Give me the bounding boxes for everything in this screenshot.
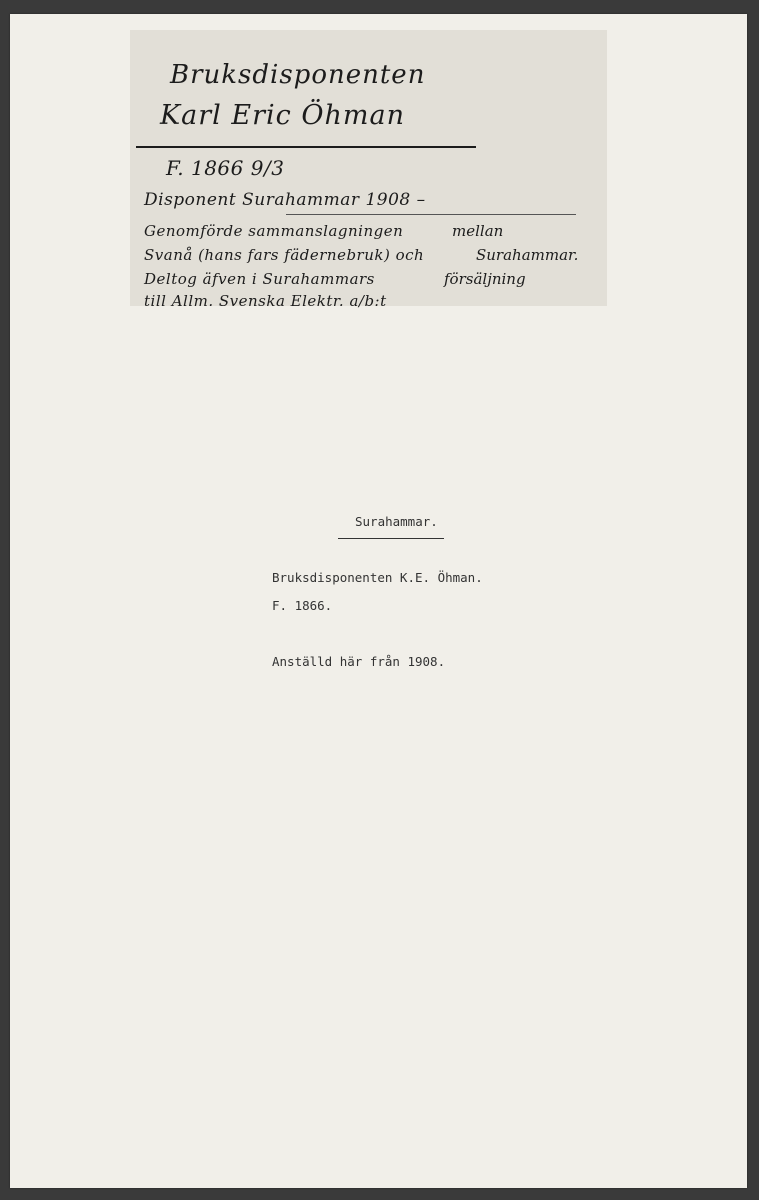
card-line-3: Svanå (hans fars fädernebruk) och [144,246,425,264]
card-title: Bruksdisponenten [170,60,426,90]
card-line-3-end: Surahammar. [476,246,579,264]
card-line-4: Deltog äfven i Surahammars [144,270,375,288]
card-line-2-end: mellan [452,222,504,240]
typed-line-born: F. 1866. [272,598,333,613]
card-line-1-underline [286,214,576,215]
typed-line-name: Bruksdisponenten K.E. Öhman. [272,570,483,585]
card-line-1: Disponent Surahammar 1908 – [144,190,426,210]
card-line-2: Genomförde sammanslagningen [144,222,404,240]
card-line-4-end: försäljning [444,270,526,288]
typed-heading-rule [338,538,444,539]
card-line-5: till Allm. Svenska Elektr. a/b:t [144,292,387,310]
card-divider [136,146,476,148]
card-birth-date: F. 1866 9/3 [166,156,285,180]
card-person-name: Karl Eric Öhman [160,100,405,131]
handwritten-index-card [130,30,607,310]
typed-heading: Surahammar. [355,514,438,529]
document-page [10,14,747,1188]
typed-line-employed: Anställd här från 1908. [272,654,446,669]
